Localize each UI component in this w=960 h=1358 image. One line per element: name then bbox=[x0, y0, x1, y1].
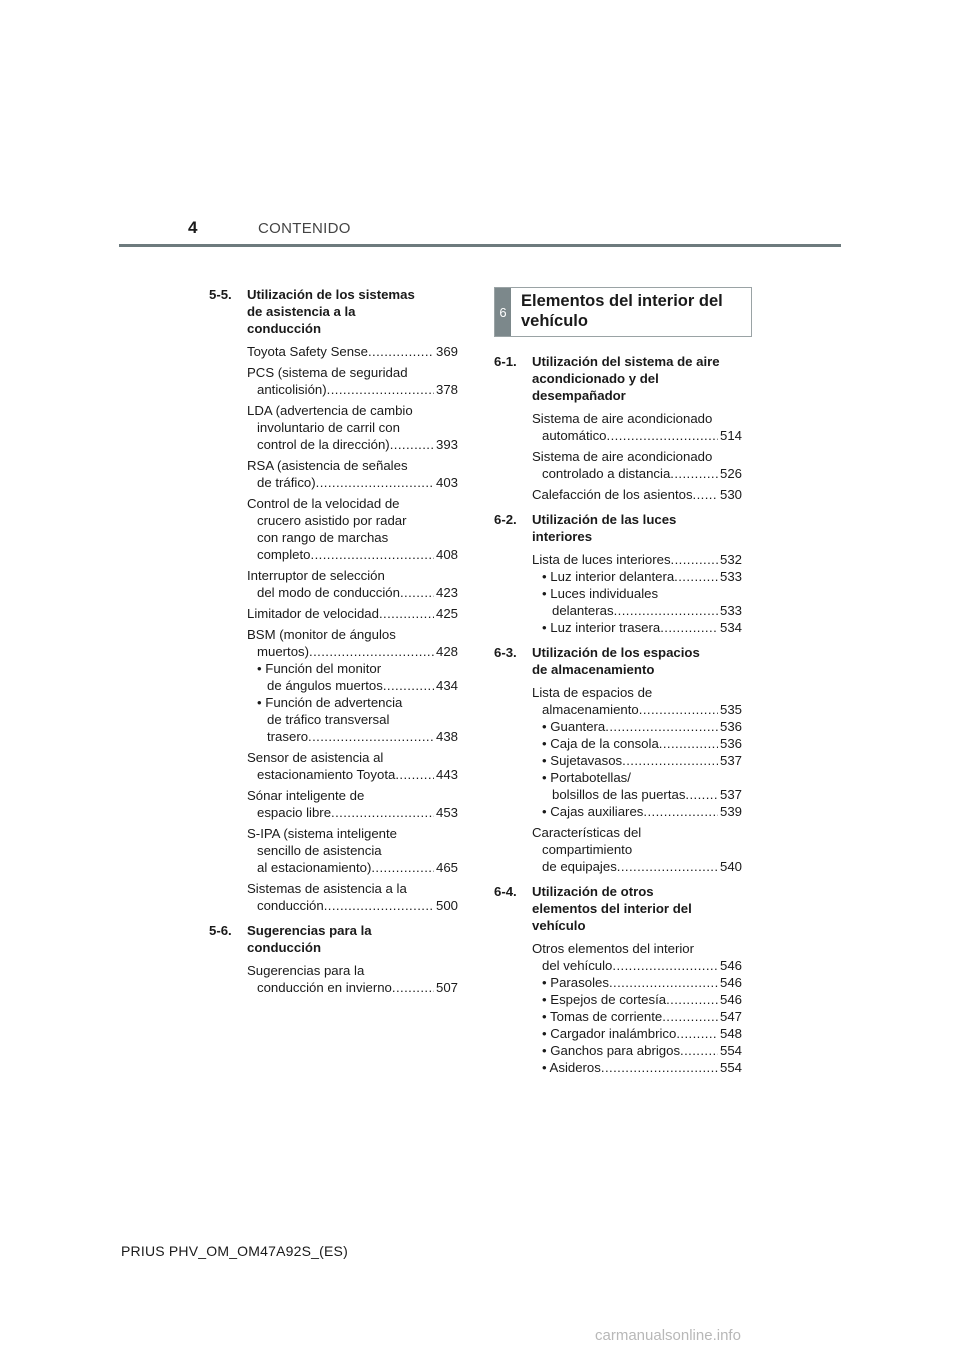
chapter-title bbox=[511, 288, 723, 336]
toc-entry-text: Limitador de velocidad bbox=[247, 606, 379, 621]
toc-entries bbox=[247, 343, 458, 914]
toc-subentry[interactable] bbox=[532, 803, 742, 820]
section-number: 6-1. bbox=[494, 354, 517, 369]
dot-leader bbox=[308, 728, 434, 745]
dot-leader bbox=[400, 584, 434, 601]
toc-line[interactable] bbox=[247, 474, 458, 491]
toc-line bbox=[247, 694, 458, 711]
toc-line[interactable] bbox=[532, 551, 742, 568]
toc-entry-text: Interruptor de selección bbox=[247, 568, 385, 583]
dot-leader bbox=[395, 766, 434, 783]
toc-section bbox=[494, 883, 742, 1076]
toc-column-left bbox=[209, 286, 458, 1004]
section-title-line: de asistencia a la bbox=[247, 304, 356, 319]
page-ref: 500 bbox=[435, 898, 458, 913]
page-ref: 438 bbox=[435, 729, 458, 744]
dot-leader bbox=[674, 568, 718, 585]
dot-leader bbox=[327, 381, 434, 398]
dot-leader bbox=[607, 427, 718, 444]
page-ref: 546 bbox=[719, 958, 742, 973]
section-title-line: elementos del interior del bbox=[532, 901, 692, 916]
chapter-title-line: Elementos del interior del bbox=[521, 292, 723, 310]
section-title-line: Sugerencias para la bbox=[247, 923, 372, 938]
page-ref: 530 bbox=[719, 487, 742, 502]
page-ref: 369 bbox=[435, 344, 458, 359]
toc-line[interactable] bbox=[532, 1025, 742, 1042]
toc-line[interactable] bbox=[247, 979, 458, 996]
toc-entry-text: almacenamiento bbox=[542, 702, 639, 717]
section-title bbox=[532, 883, 742, 934]
toc-entries bbox=[532, 410, 742, 503]
toc-entry-text: • Luz interior trasera bbox=[542, 620, 661, 635]
dot-leader bbox=[601, 1059, 718, 1076]
toc-subentry[interactable] bbox=[532, 619, 742, 636]
page-ref: 547 bbox=[719, 1009, 742, 1024]
dot-leader bbox=[316, 474, 434, 491]
page-ref: 537 bbox=[719, 753, 742, 768]
dot-leader bbox=[660, 619, 718, 636]
toc-entry[interactable] bbox=[247, 626, 458, 745]
toc-line[interactable] bbox=[532, 568, 742, 585]
toc-line[interactable] bbox=[532, 786, 742, 803]
toc-entry[interactable] bbox=[247, 749, 458, 783]
toc-subentry[interactable] bbox=[532, 1059, 742, 1076]
toc-entry-text: Lista de espacios de bbox=[532, 685, 653, 700]
dot-leader bbox=[371, 859, 434, 876]
toc-entry-text: controlado a distancia bbox=[542, 466, 671, 481]
toc-line bbox=[247, 567, 458, 584]
toc-line bbox=[247, 787, 458, 804]
toc-line[interactable] bbox=[247, 859, 458, 876]
section-title bbox=[532, 644, 742, 678]
toc-entry-text: del vehículo bbox=[542, 958, 613, 973]
toc-line bbox=[532, 824, 742, 841]
toc-entry-text: • Función del monitor bbox=[257, 661, 382, 676]
dot-leader bbox=[368, 343, 434, 360]
toc-line[interactable] bbox=[532, 486, 742, 503]
section-number: 5-5. bbox=[209, 287, 232, 302]
dot-leader bbox=[609, 974, 718, 991]
toc-entries bbox=[532, 940, 742, 1076]
section-title-line: Utilización del sistema de aire bbox=[532, 354, 720, 369]
toc-line bbox=[247, 626, 458, 643]
section-number: 6-3. bbox=[494, 645, 517, 660]
toc-entries bbox=[532, 551, 742, 636]
dot-leader bbox=[670, 465, 718, 482]
dot-leader bbox=[383, 677, 434, 694]
toc-line[interactable] bbox=[247, 897, 458, 914]
toc-subentry[interactable] bbox=[532, 769, 742, 803]
toc-entry[interactable] bbox=[532, 684, 742, 820]
toc-entry-text: trasero bbox=[267, 729, 309, 744]
dot-leader bbox=[680, 1042, 718, 1059]
section-title-line: de almacenamiento bbox=[532, 662, 655, 677]
toc-subentry[interactable] bbox=[247, 660, 458, 694]
page-ref: 533 bbox=[719, 603, 742, 618]
toc-entry-text: Sistema de aire acondicionado bbox=[532, 411, 713, 426]
toc-line[interactable] bbox=[532, 1059, 742, 1076]
toc-line bbox=[532, 940, 742, 957]
dot-leader bbox=[612, 957, 718, 974]
toc-entry-text: conducción bbox=[257, 898, 324, 913]
toc-entry-text: espacio libre bbox=[257, 805, 332, 820]
toc-entry-text: con rango de marchas bbox=[257, 530, 389, 545]
section-heading bbox=[209, 922, 458, 956]
page-ref: 540 bbox=[719, 859, 742, 874]
section-title bbox=[532, 511, 742, 545]
toc-entry-text: Toyota Safety Sense bbox=[247, 344, 368, 359]
toc-line[interactable] bbox=[247, 677, 458, 694]
toc-entry-text: anticolisión) bbox=[257, 382, 327, 397]
toc-entry-text: control de la dirección) bbox=[257, 437, 390, 452]
dot-leader bbox=[390, 436, 434, 453]
toc-entry-text: Lista de luces interiores bbox=[532, 552, 671, 567]
toc-line[interactable] bbox=[532, 957, 742, 974]
section-number: 5-6. bbox=[209, 923, 232, 938]
page-ref: 465 bbox=[435, 860, 458, 875]
toc-entry-text: PCS (sistema de seguridad bbox=[247, 365, 408, 380]
page-ref: 532 bbox=[719, 552, 742, 567]
dot-leader bbox=[685, 786, 718, 803]
dot-leader bbox=[659, 735, 718, 752]
section-title-line: Utilización de los espacios bbox=[532, 645, 700, 660]
toc-entry[interactable] bbox=[247, 880, 458, 914]
toc-line bbox=[247, 749, 458, 766]
toc-subentry[interactable] bbox=[532, 752, 742, 769]
toc-line bbox=[247, 842, 458, 859]
toc-entry-text: • Sujetavasos bbox=[542, 753, 623, 768]
toc-entry[interactable] bbox=[247, 567, 458, 601]
toc-line[interactable] bbox=[532, 1008, 742, 1025]
toc-entry-text: Sistema de aire acondicionado bbox=[532, 449, 713, 464]
toc-line[interactable] bbox=[247, 584, 458, 601]
toc-section bbox=[494, 353, 742, 503]
toc-entry-text: involuntario de carril con bbox=[257, 420, 400, 435]
page-ref: 554 bbox=[719, 1043, 742, 1058]
toc-line[interactable] bbox=[532, 602, 742, 619]
page-ref: 408 bbox=[435, 547, 458, 562]
section-title-line: Utilización de otros bbox=[532, 884, 654, 899]
page-ref: 536 bbox=[719, 736, 742, 751]
toc-entry-text: completo bbox=[257, 547, 311, 562]
dot-leader bbox=[639, 701, 718, 718]
toc-line[interactable] bbox=[532, 1042, 742, 1059]
page-ref: 546 bbox=[719, 975, 742, 990]
toc-entry-text: automático bbox=[542, 428, 607, 443]
toc-subentry[interactable] bbox=[247, 694, 458, 745]
page-ref: 507 bbox=[435, 980, 458, 995]
toc-entry[interactable] bbox=[247, 495, 458, 563]
section-title bbox=[532, 353, 742, 404]
section-title-line: desempañador bbox=[532, 388, 626, 403]
page-ref: 548 bbox=[719, 1026, 742, 1041]
toc-line[interactable] bbox=[532, 427, 742, 444]
toc-line[interactable] bbox=[532, 701, 742, 718]
toc-entry-text: LDA (advertencia de cambio bbox=[247, 403, 413, 418]
toc-entry-text: • Cajas auxiliares bbox=[542, 804, 644, 819]
page-ref: 425 bbox=[435, 606, 458, 621]
toc-entry[interactable] bbox=[532, 486, 742, 503]
toc-line[interactable] bbox=[532, 752, 742, 769]
page-ref: 546 bbox=[719, 992, 742, 1007]
toc-entry-text: sencillo de asistencia bbox=[257, 843, 382, 858]
toc-entries bbox=[532, 684, 742, 875]
page-ref: 423 bbox=[435, 585, 458, 600]
toc-line bbox=[532, 841, 742, 858]
toc-entry[interactable] bbox=[532, 448, 742, 482]
toc-entry-text: Características del bbox=[532, 825, 642, 840]
toc-entry-text: • Tomas de corriente bbox=[542, 1009, 663, 1024]
toc-line[interactable] bbox=[532, 991, 742, 1008]
toc-entry[interactable] bbox=[247, 457, 458, 491]
page-ref: 534 bbox=[719, 620, 742, 635]
page-ref: 537 bbox=[719, 787, 742, 802]
toc-line[interactable] bbox=[247, 381, 458, 398]
toc-line[interactable] bbox=[532, 619, 742, 636]
page-number: 4 bbox=[188, 218, 198, 237]
page-ref: 536 bbox=[719, 719, 742, 734]
dot-leader bbox=[379, 605, 434, 622]
dot-leader bbox=[309, 643, 434, 660]
toc-line bbox=[247, 402, 458, 419]
toc-entry-text: de ángulos muertos bbox=[267, 678, 383, 693]
toc-line[interactable] bbox=[247, 436, 458, 453]
toc-section bbox=[209, 922, 458, 996]
section-title-line: conducción bbox=[247, 321, 321, 336]
section-heading bbox=[494, 644, 742, 678]
toc-line bbox=[247, 711, 458, 728]
toc-line[interactable] bbox=[247, 605, 458, 622]
toc-entry-text: • Guantera bbox=[542, 719, 606, 734]
toc-entry-text: de equipajes bbox=[542, 859, 617, 874]
dot-leader bbox=[662, 1008, 718, 1025]
toc-line bbox=[532, 684, 742, 701]
toc-entry-text: Calefacción de los asientos bbox=[532, 487, 693, 502]
toc-line bbox=[247, 419, 458, 436]
section-title bbox=[247, 286, 458, 337]
toc-line bbox=[247, 512, 458, 529]
chapter-header-box bbox=[494, 287, 752, 337]
toc-subentry[interactable] bbox=[532, 735, 742, 752]
dot-leader bbox=[324, 897, 434, 914]
toc-line bbox=[532, 585, 742, 602]
toc-entry-text: • Función de advertencia bbox=[257, 695, 403, 710]
toc-entry-text: BSM (monitor de ángulos bbox=[247, 627, 396, 642]
toc-line[interactable] bbox=[532, 465, 742, 482]
toc-entry-text: delanteras bbox=[552, 603, 614, 618]
toc-line bbox=[532, 769, 742, 786]
toc-entry-text: • Parasoles bbox=[542, 975, 609, 990]
toc-subentry[interactable] bbox=[532, 1042, 742, 1059]
toc-entry[interactable] bbox=[532, 824, 742, 875]
section-title-line: Utilización de las luces bbox=[532, 512, 677, 527]
page-ref: 526 bbox=[719, 466, 742, 481]
page-ref: 533 bbox=[719, 569, 742, 584]
toc-line[interactable] bbox=[532, 858, 742, 875]
toc-subentry[interactable] bbox=[532, 1008, 742, 1025]
dot-leader bbox=[666, 991, 718, 1008]
toc-line[interactable] bbox=[532, 718, 742, 735]
section-title-line: acondicionado y del bbox=[532, 371, 659, 386]
section-title bbox=[247, 922, 458, 956]
section-number: 6-2. bbox=[494, 512, 517, 527]
page-ref: 539 bbox=[719, 804, 742, 819]
section-title-line: interiores bbox=[532, 529, 593, 544]
footer-document-code: PRIUS PHV_OM_OM47A92S_(ES) bbox=[121, 1243, 348, 1259]
header-divider bbox=[119, 244, 841, 247]
toc-entry[interactable] bbox=[532, 940, 742, 1076]
toc-entry[interactable] bbox=[247, 343, 458, 360]
dot-leader bbox=[643, 803, 718, 820]
toc-entry[interactable] bbox=[532, 551, 742, 636]
toc-entry[interactable] bbox=[247, 825, 458, 876]
toc-subentry[interactable] bbox=[532, 974, 742, 991]
dot-leader bbox=[671, 551, 718, 568]
dot-leader bbox=[311, 546, 434, 563]
section-title-line: conducción bbox=[247, 940, 321, 955]
toc-section bbox=[209, 286, 458, 914]
toc-entry-text: • Asideros bbox=[542, 1060, 601, 1075]
watermark: carmanualsonline.info bbox=[595, 1327, 741, 1344]
toc-entry-text: crucero asistido por radar bbox=[257, 513, 407, 528]
header-title: CONTENIDO bbox=[258, 220, 351, 237]
toc-entry-text: • Caja de la consola bbox=[542, 736, 659, 751]
toc-line bbox=[247, 495, 458, 512]
toc-entry-text: • Ganchos para abrigos bbox=[542, 1043, 681, 1058]
toc-entry[interactable] bbox=[247, 962, 458, 996]
page-ref: 403 bbox=[435, 475, 458, 490]
toc-entry-text: al estacionamiento) bbox=[257, 860, 372, 875]
page-ref: 428 bbox=[435, 644, 458, 659]
dot-leader bbox=[693, 486, 718, 503]
dot-leader bbox=[392, 979, 434, 996]
chapter-number-tab: 6 bbox=[495, 288, 511, 336]
toc-line[interactable] bbox=[247, 343, 458, 360]
toc-entry-text: • Cargador inalámbrico bbox=[542, 1026, 677, 1041]
toc-line[interactable] bbox=[532, 735, 742, 752]
toc-entry-text: Sugerencias para la bbox=[247, 963, 365, 978]
chapter-title-line: vehículo bbox=[521, 312, 588, 330]
toc-entry-text: conducción en invierno bbox=[257, 980, 392, 995]
toc-line[interactable] bbox=[532, 974, 742, 991]
toc-entry[interactable] bbox=[247, 402, 458, 453]
toc-entry-text: Control de la velocidad de bbox=[247, 496, 400, 511]
toc-entry-text: compartimiento bbox=[542, 842, 633, 857]
toc-entry-text: • Luces individuales bbox=[542, 586, 659, 601]
toc-line bbox=[247, 457, 458, 474]
page-ref: 443 bbox=[435, 767, 458, 782]
dot-leader bbox=[614, 602, 718, 619]
toc-line bbox=[247, 962, 458, 979]
toc-entry[interactable] bbox=[247, 605, 458, 622]
toc-entry-text: • Portabotellas/ bbox=[542, 770, 631, 785]
toc-entry-text: bolsillos de las puertas bbox=[552, 787, 686, 802]
toc-entry-text: Sensor de asistencia al bbox=[247, 750, 384, 765]
toc-entry-text: del modo de conducción bbox=[257, 585, 400, 600]
toc-section bbox=[494, 511, 742, 636]
dot-leader bbox=[605, 718, 718, 735]
toc-column-right bbox=[494, 353, 742, 1084]
page-ref: 434 bbox=[435, 678, 458, 693]
section-heading bbox=[494, 353, 742, 404]
page-ref: 393 bbox=[435, 437, 458, 452]
toc-line bbox=[247, 364, 458, 381]
toc-entry-text: Sónar inteligente de bbox=[247, 788, 365, 803]
section-heading bbox=[494, 883, 742, 934]
toc-line bbox=[247, 825, 458, 842]
toc-subentry[interactable] bbox=[532, 1025, 742, 1042]
toc-line bbox=[532, 410, 742, 427]
toc-entry-text: Sistemas de asistencia a la bbox=[247, 881, 407, 896]
toc-subentry[interactable] bbox=[532, 568, 742, 585]
toc-entry[interactable] bbox=[532, 410, 742, 444]
dot-leader bbox=[617, 858, 718, 875]
toc-entry-text: • Espejos de cortesía bbox=[542, 992, 667, 1007]
toc-entry-text: de tráfico transversal bbox=[267, 712, 390, 727]
toc-entry-text: de tráfico) bbox=[257, 475, 316, 490]
toc-subentry[interactable] bbox=[532, 585, 742, 619]
dot-leader bbox=[331, 804, 434, 821]
toc-line bbox=[247, 880, 458, 897]
section-title-line: Utilización de los sistemas bbox=[247, 287, 415, 302]
toc-entry-text: • Luz interior delantera bbox=[542, 569, 675, 584]
section-title-line: vehículo bbox=[532, 918, 586, 933]
toc-entry[interactable] bbox=[247, 787, 458, 821]
toc-entry-text: estacionamiento Toyota bbox=[257, 767, 396, 782]
toc-subentry[interactable] bbox=[532, 718, 742, 735]
toc-subentry[interactable] bbox=[532, 991, 742, 1008]
dot-leader bbox=[676, 1025, 718, 1042]
toc-line bbox=[247, 660, 458, 677]
section-number: 6-4. bbox=[494, 884, 517, 899]
toc-line[interactable] bbox=[532, 803, 742, 820]
toc-entry-text: S-IPA (sistema inteligente bbox=[247, 826, 398, 841]
toc-line[interactable] bbox=[247, 804, 458, 821]
toc-entry-text: Otros elementos del interior bbox=[532, 941, 694, 956]
page-ref: 554 bbox=[719, 1060, 742, 1075]
page-ref: 378 bbox=[435, 382, 458, 397]
section-heading bbox=[494, 511, 742, 545]
dot-leader bbox=[622, 752, 718, 769]
toc-line bbox=[532, 448, 742, 465]
page-ref: 453 bbox=[435, 805, 458, 820]
toc-line[interactable] bbox=[247, 546, 458, 563]
page-ref: 514 bbox=[719, 428, 742, 443]
section-heading bbox=[209, 286, 458, 337]
toc-line[interactable] bbox=[247, 766, 458, 783]
page-ref: 535 bbox=[719, 702, 742, 717]
toc-section bbox=[494, 644, 742, 875]
toc-entry-text: RSA (asistencia de señales bbox=[247, 458, 408, 473]
toc-entries bbox=[247, 962, 458, 996]
toc-entry[interactable] bbox=[247, 364, 458, 398]
toc-entry-text: muertos) bbox=[257, 644, 310, 659]
toc-line bbox=[247, 529, 458, 546]
toc-line[interactable] bbox=[247, 728, 458, 745]
toc-line[interactable] bbox=[247, 643, 458, 660]
